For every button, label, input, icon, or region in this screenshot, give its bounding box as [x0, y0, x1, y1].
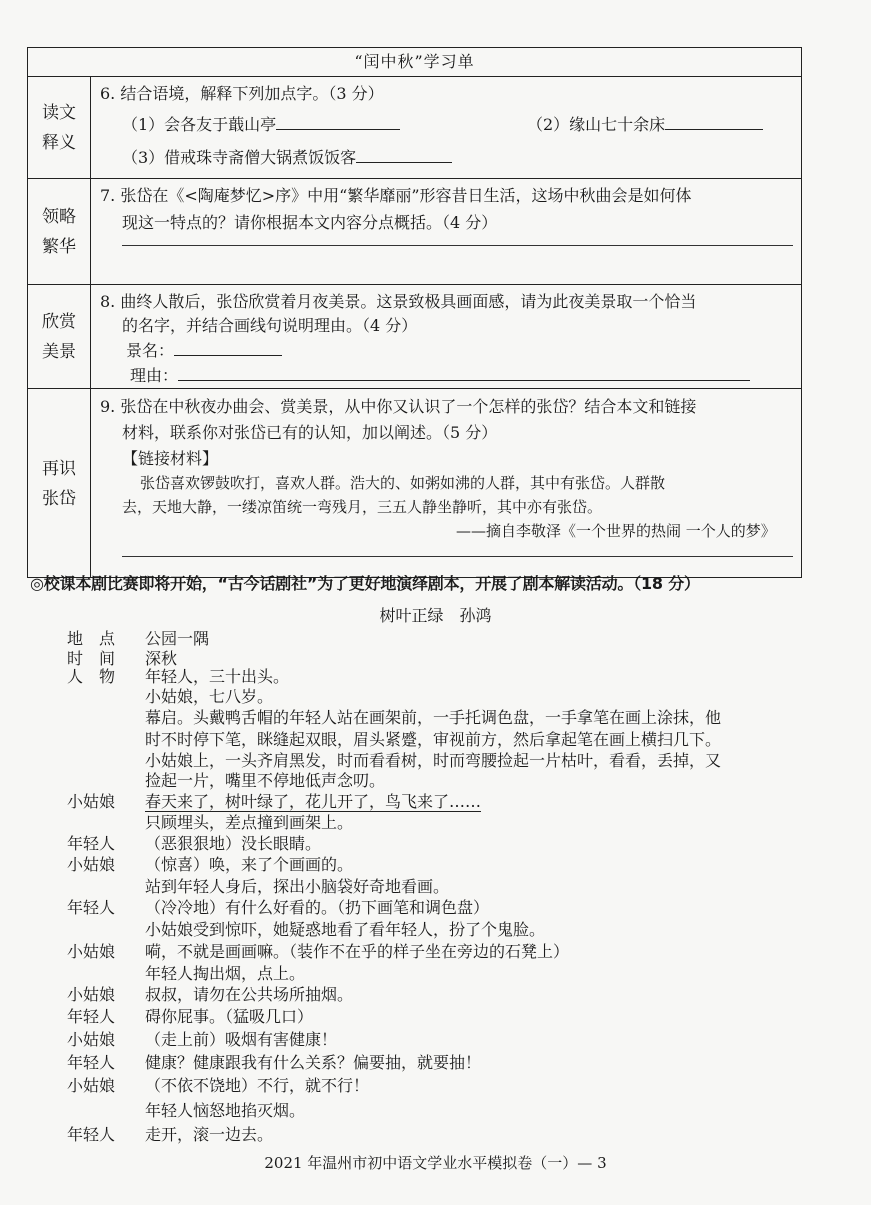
setting-value: 深秋 — [145, 649, 178, 668]
row-question-7 — [28, 179, 801, 285]
line-text: （恶狠狠地）没长眼睛。 — [145, 834, 322, 853]
stage-cue: 只顾埋头，差点撞到画架上。 — [145, 813, 354, 832]
label-line-1: 领略 — [42, 206, 76, 227]
question-8-line-1: 8. 曲终人散后，张岱欣赏着月夜美景。这景致极具画面感，请为此夜美景取一个恰当 — [100, 292, 697, 311]
item-6-3 — [122, 145, 452, 168]
speaker: 小姑娘 — [67, 985, 116, 1004]
row-body-6 — [100, 77, 793, 178]
item-text: （2）缘山七十余床 — [527, 115, 666, 134]
answer-blank[interactable] — [665, 115, 763, 130]
item-text: （3）借戒珠寺斋僧大锅煮饭饭客 — [122, 148, 357, 167]
answer-blank[interactable] — [276, 115, 400, 130]
dialogue-line — [67, 939, 569, 962]
dialogue-line — [67, 1073, 369, 1096]
line-text: （走上前）吸烟有害健康！ — [145, 1030, 338, 1049]
link-material-heading: 【链接材料】 — [122, 449, 219, 468]
material-line-2: 去，天地大静，一缕凉笛统一弯残月，三五人静坐静听，其中亦有张岱。 — [122, 498, 603, 516]
line-text: （惊喜）唤，来了个画画的。 — [145, 855, 354, 874]
dialogue-line — [67, 895, 489, 918]
speaker: 小姑娘 — [67, 1076, 116, 1095]
dialogue-line — [67, 1050, 481, 1073]
line-text: 叔叔，请勿在公共场所抽烟。 — [145, 985, 354, 1004]
character-girl: 小姑娘，七八岁。 — [145, 687, 274, 706]
row-body-7 — [100, 179, 793, 284]
label-line-1: 再识 — [42, 458, 76, 479]
line-text: （冷冷地）有什么好看的。（扔下画笔和调色盘） — [145, 898, 490, 917]
line-text: 嗬，不就是画画嘛。（装作不在乎的样子坐在旁边的石凳上） — [145, 942, 570, 961]
stage-direction-2: 时不时停下笔，眯缝起双眼，眉头紧蹙，审视前方，然后拿起笔在画上横扫几下。 — [145, 730, 722, 749]
line-text: 碍你屁事。（猛吸几口） — [145, 1007, 314, 1026]
line-text: 健康？健康跟我有什么关系？偏要抽，就要抽！ — [145, 1053, 482, 1072]
item-text: （1）会各友于蕺山亭 — [122, 115, 277, 134]
reason-blank[interactable] — [178, 366, 750, 381]
material-line-1: 张岱喜欢锣鼓吹打，喜欢人群。浩大的、如粥如沸的人群，其中有张岱。人群散 — [140, 474, 666, 492]
row-question-8 — [28, 285, 801, 389]
stage-cue: 年轻人掏出烟，点上。 — [145, 964, 306, 983]
setting-value: 年轻人，三十出头。 — [145, 667, 290, 686]
section-intro: ◎校课本剧比赛即将开始，“古今话剧社”为了更好地演绎剧本，开展了剧本解读活动。（18 分） — [30, 574, 700, 593]
field-label: 景名： — [126, 341, 175, 360]
stage-cue: 年轻人恼怒地掐灭烟。 — [145, 1101, 306, 1120]
dialogue-line — [67, 831, 321, 854]
answer-line[interactable] — [122, 556, 793, 557]
scene-name-field — [126, 338, 282, 361]
dialogue-line — [67, 852, 353, 875]
speaker: 小姑娘 — [67, 792, 116, 811]
dialogue-line — [67, 982, 353, 1005]
sheet-title: “闰中秋”学习单 — [28, 48, 801, 77]
study-sheet-table — [27, 47, 802, 578]
label-line-2: 释义 — [42, 132, 76, 153]
dialogue-line — [67, 1004, 313, 1027]
underlined-line: 春天来了，树叶绿了，花儿开了，鸟飞来了…… — [145, 792, 482, 811]
item-6-2 — [527, 112, 763, 135]
dialogue-line — [67, 789, 481, 812]
item-6-1 — [122, 112, 400, 135]
setting-key: 人 物 — [67, 667, 116, 686]
answer-blank[interactable] — [356, 148, 452, 163]
question-6: 6. 结合语境，解释下列加点字。（3 分） — [100, 84, 384, 103]
question-9-line-1: 9. 张岱在中秋夜办曲会、赏美景，从中你又认识了一个怎样的张岱？结合本文和链接 — [100, 397, 697, 416]
question-9-line-2: 材料，联系你对张岱已有的认知，加以阐述。（5 分） — [122, 423, 498, 442]
speaker: 年轻人 — [67, 1125, 116, 1144]
dialogue-line — [67, 1027, 337, 1050]
row-body-8 — [100, 285, 793, 388]
label-line-2: 繁华 — [42, 236, 76, 257]
label-line-2: 张岱 — [42, 488, 76, 509]
stage-direction-4: 捡起一片，嘴里不停地低声念叨。 — [145, 771, 386, 790]
speaker: 年轻人 — [67, 898, 116, 917]
field-label: 理由： — [130, 366, 179, 385]
setting-key: 地 点 — [67, 629, 116, 648]
row-question-6 — [28, 77, 801, 179]
label-line-1: 读文 — [42, 102, 76, 123]
label-line-2: 美景 — [42, 341, 76, 362]
setting-value: 公园一隅 — [145, 629, 210, 648]
line-text: （不依不饶地）不行，就不行！ — [145, 1076, 370, 1095]
row-question-9 — [28, 389, 801, 578]
line-text: 走开，滚一边去。 — [145, 1125, 274, 1144]
question-7-line-2: 现这一特点的？请你根据本文内容分点概括。（4 分） — [122, 213, 498, 232]
reason-field — [130, 363, 750, 386]
play-title: 树叶正绿 孙鸿 — [379, 606, 492, 625]
row-label-9 — [28, 389, 91, 578]
dialogue-line-last — [67, 1122, 273, 1145]
question-7-line-1: 7. 张岱在《<陶庵梦忆>序》中用“繁华靡丽”形容昔日生活，这场中秋曲会是如何体 — [100, 186, 692, 205]
stage-cue: 小姑娘受到惊吓，她疑惑地看了看年轻人，扮了个鬼脸。 — [145, 920, 546, 939]
speaker: 年轻人 — [67, 1053, 116, 1072]
speaker: 小姑娘 — [67, 942, 116, 961]
speaker: 小姑娘 — [67, 855, 116, 874]
row-label-6 — [28, 77, 91, 178]
answer-line[interactable] — [122, 245, 793, 246]
scene-name-blank[interactable] — [174, 341, 282, 356]
speaker: 年轻人 — [67, 834, 116, 853]
question-8-line-2: 的名字，并结合画线句说明理由。（4 分） — [122, 316, 418, 335]
stage-cue: 站到年轻人身后，探出小脑袋好奇地看画。 — [145, 877, 450, 896]
row-label-8 — [28, 285, 91, 388]
speaker: 小姑娘 — [67, 1030, 116, 1049]
stage-direction-3: 小姑娘上，一头齐肩黑发，时而看看树，时而弯腰捡起一片枯叶，看看，丢掉，又 — [145, 751, 722, 770]
row-body-9 — [100, 389, 793, 578]
row-label-7 — [28, 179, 91, 284]
setting-key: 时 间 — [67, 649, 116, 668]
speaker: 年轻人 — [67, 1007, 116, 1026]
stage-direction-1: 幕启。头戴鸭舌帽的年轻人站在画架前，一手托调色盘，一手拿笔在画上涂抹，他 — [145, 708, 722, 727]
material-source: ——摘自李敬泽《一个世界的热闹 一个人的梦》 — [456, 522, 776, 540]
page-footer: 2021 年温州市初中语文学业水平模拟卷（一）— 3 — [264, 1154, 607, 1172]
label-line-1: 欣赏 — [42, 311, 76, 332]
